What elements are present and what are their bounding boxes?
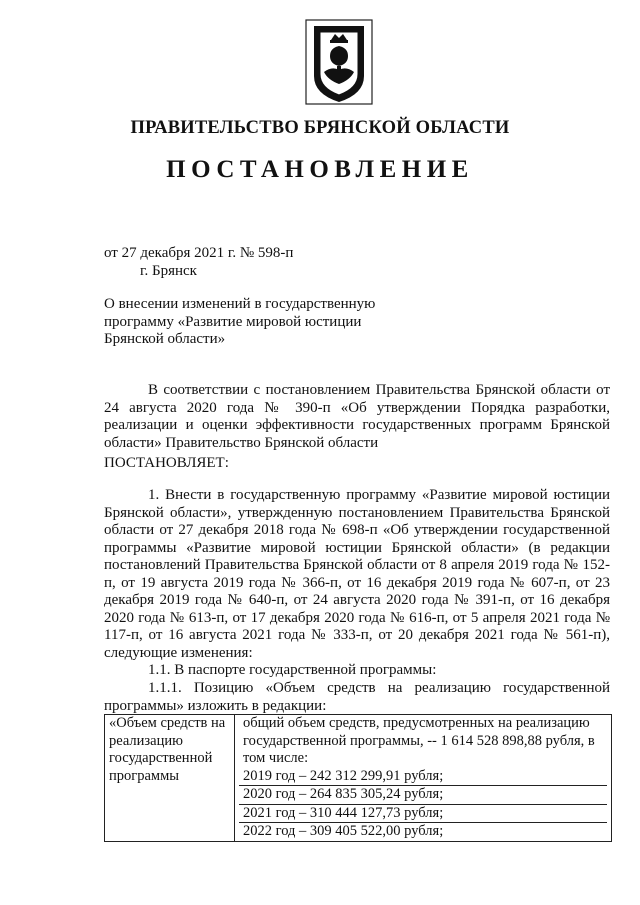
item-1-1-paragraph: 1.1. В паспорте государственной программы: (148, 662, 437, 678)
funding-year-row: 2020 год – 264 835 305,24 рубля; (239, 786, 607, 805)
item-1-paragraph: 1. Внести в государственную программу «Развитие мировой юстиции Брянской области», утвержденную постановлением Правительства Брянской области от 27 декабря 2018 года № 698-п «Об утверждении государственной программы «Развитие мировой юстиции Брянской области» (в редакции постановлений Правительства Брянской области от 8 апреля 2019 года № 152-п, от 19 августа 2019 года № 366-п, от 16 декабря 2019 года № 607-п, от 23 декабря 2019 года № 640-п, от 24 августа 2020 года № 391-п, от 16 декабря 2020 года № 613-п, от 17 декабря 2020 года № 616-п, от 5 апреля 2021 года № 117-п, от 16 августа 2021 года № 333-п, от 20 декабря 2021 года № 561-п), следующие изменения: (104, 487, 610, 661)
item-1-1-1-paragraph: 1.1.1. Позицию «Объем средств на реализацию государственной программы» изложить в редакции: (104, 680, 610, 714)
document-date-number: от 27 декабря 2021 г. № 598-п (104, 245, 294, 261)
document-type-title: ПОСТАНОВЛЕНИЕ (166, 156, 474, 183)
government-name: ПРАВИТЕЛЬСТВО БРЯНСКОЙ ОБЛАСТИ (130, 118, 510, 138)
coat-of-arms-icon (300, 14, 378, 108)
table-row (105, 715, 612, 842)
decree-word: ПОСТАНОВЛЯЕТ: (104, 455, 229, 471)
funding-year-row: 2021 год – 310 444 127,73 рубля; (239, 805, 607, 824)
preamble-paragraph: В соответствии с постановлением Правительства Брянской области от 24 августа 2020 года № 390-п «Об утверждении Порядка разработки, реализации и оценки эффективности государственных программ Брянской области» Правительство Брянской области (104, 382, 610, 451)
document-subject: О внесении изменений в государственную программу «Развитие мировой юстиции Брянской области» (104, 296, 376, 347)
passport-table (104, 714, 612, 842)
funding-year-row: 2022 год – 309 405 522,00 рубля; (243, 823, 444, 839)
document-city: г. Брянск (140, 263, 197, 279)
funding-year-row: 2019 год – 242 312 299,91 рубля; (239, 768, 607, 787)
funding-total: общий объем средств, предусмотренных на реализацию государственной программы, -- 1 614 528 898,88 рубля, в том числе: (243, 715, 595, 766)
table-label-cell: «Объем средств на реализацию государственной программы (105, 715, 235, 842)
table-value-cell (235, 715, 612, 842)
